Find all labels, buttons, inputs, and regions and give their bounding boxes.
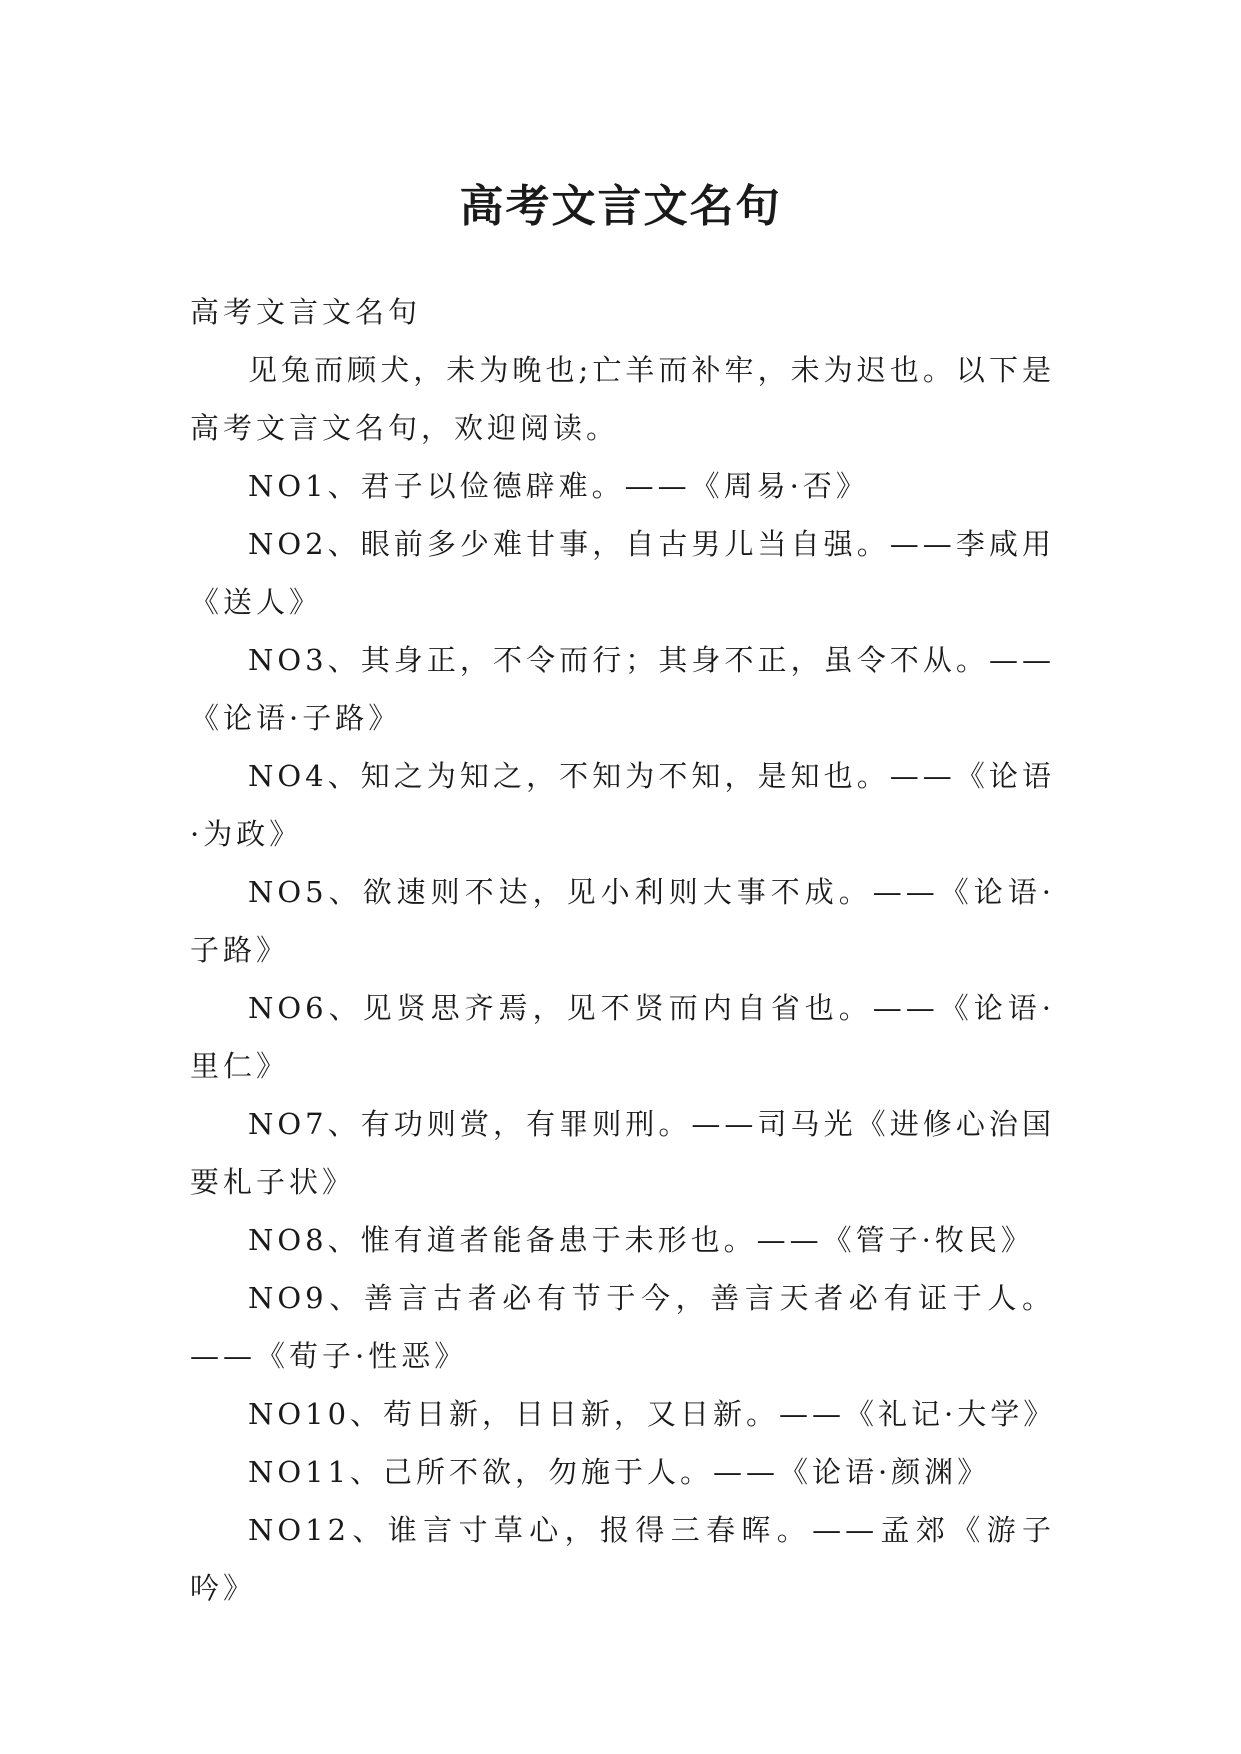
quote-item: NO8、惟有道者能备患于未形也。——《管子·牧民》	[248, 1223, 1034, 1257]
quote-item: NO11、己所不欲，勿施于人。——《论语·颜渊》	[248, 1455, 991, 1489]
document-body	[190, 283, 1055, 1617]
quote-item: NO4、知之为知之，不知为不知，是知也。——《论语·为政》	[190, 759, 1055, 851]
quote-item: NO5、欲速则不达，见小利则大事不成。——《论语·子路》	[190, 875, 1055, 967]
quote-item: NO2、眼前多少难甘事，自古男儿当自强。——李咸用《送人》	[190, 527, 1055, 619]
quote-item: NO12、谁言寸草心，报得三春晖。——孟郊《游子吟》	[190, 1513, 1055, 1605]
quote-item: NO10、苟日新，日日新，又日新。——《礼记·大学》	[248, 1397, 1057, 1431]
quote-item: NO9、善言古者必有节于今，善言天者必有证于人。——《荀子·性恶》	[190, 1281, 1055, 1373]
page-title: 高考文言文名句	[459, 181, 782, 233]
quote-item: NO3、其身正，不令而行；其身不正，虽令不从。——《论语·子路》	[190, 643, 1055, 735]
quote-item: NO7、有功则赏，有罪则刑。——司马光《进修心治国要札子状》	[190, 1107, 1055, 1199]
quote-item: NO6、见贤思齐焉，见不贤而内自省也。——《论语·里仁》	[190, 991, 1055, 1083]
intro-paragraph: 见兔而顾犬，未为晚也;亡羊而补牢，未为迟也。以下是高考文言文名句，欢迎阅读。	[190, 353, 1055, 445]
subtitle: 高考文言文名句	[190, 295, 422, 329]
quote-item: NO1、君子以俭德辟难。——《周易·否》	[248, 469, 869, 503]
